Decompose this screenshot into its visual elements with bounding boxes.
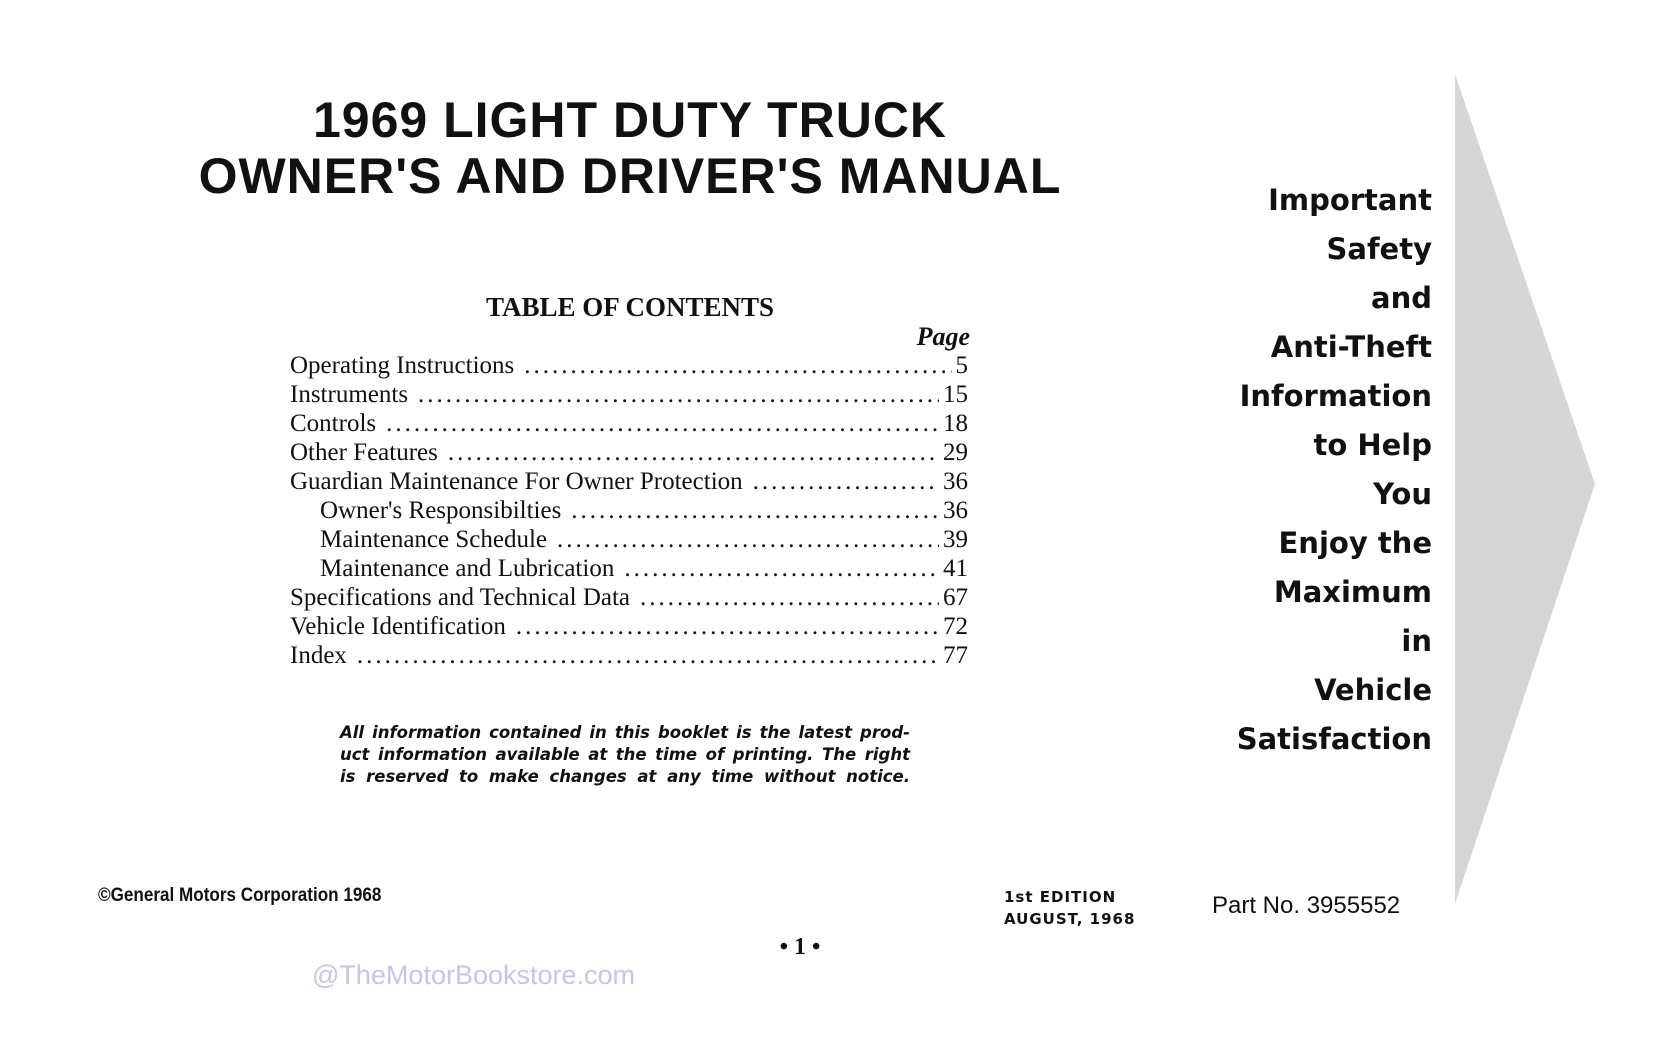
toc-entry-page: 5 (955, 352, 968, 379)
disclaimer-notice (340, 722, 910, 788)
toc-entry-owners-responsibilities (290, 497, 968, 526)
toc-dot-leader (357, 642, 939, 670)
safety-callout-line: to Help (1313, 428, 1432, 462)
safety-callout-line: Enjoy the (1278, 526, 1432, 560)
toc-entry-maintenance-lubrication (290, 555, 968, 584)
toc-dot-leader (516, 613, 939, 641)
toc-entry-page: 77 (943, 642, 968, 669)
manual-title-line-2: OWNER'S AND DRIVER'S MANUAL (198, 148, 1062, 204)
toc-entry-page: 39 (943, 526, 968, 553)
toc-entry-page: 29 (943, 439, 968, 466)
safety-callout-line: You (1373, 477, 1432, 511)
safety-callout-line: Vehicle (1314, 673, 1432, 707)
toc-dot-leader (571, 497, 939, 525)
toc-entry-specifications (290, 584, 968, 613)
edition-info (1004, 886, 1135, 930)
safety-callout-line: Safety (1326, 232, 1432, 266)
safety-callout-line: in (1401, 624, 1432, 658)
disclaimer-line-3: is reserved to make changes at any time without notice. (340, 767, 910, 786)
toc-dot-leader (448, 439, 939, 467)
toc-dot-leader (386, 410, 939, 438)
toc-entry-operating-instructions (290, 352, 968, 381)
disclaimer-line-1: All information contained in this booklet is the latest prod- (340, 723, 910, 742)
table-of-contents (290, 352, 968, 671)
toc-entry-title: Guardian Maintenance For Owner Protection (290, 468, 743, 495)
toc-entry-page: 18 (943, 410, 968, 437)
manual-title (190, 92, 1070, 204)
toc-entry-vehicle-identification (290, 613, 968, 642)
toc-entry-title: Index (290, 642, 347, 669)
toc-entry-maintenance-schedule (290, 526, 968, 555)
toc-entry-title: Operating Instructions (290, 352, 515, 379)
toc-dot-leader (753, 468, 939, 496)
toc-entry-page: 72 (943, 613, 968, 640)
toc-entry-instruments (290, 381, 968, 410)
toc-entry-title: Maintenance Schedule (320, 526, 547, 553)
toc-entry-page: 36 (943, 468, 968, 495)
toc-entry-index (290, 642, 968, 671)
toc-entry-title: Instruments (290, 381, 409, 408)
safety-callout-line: and (1371, 281, 1432, 315)
toc-entry-page: 36 (943, 497, 968, 524)
toc-dot-leader (418, 381, 939, 409)
toc-dot-leader (524, 352, 951, 380)
disclaimer-line-2: uct information available at the time of printing. The right (340, 745, 910, 764)
arrow-polygon (1455, 74, 1595, 904)
toc-dot-leader (640, 584, 939, 612)
toc-entry-guardian-maintenance (290, 468, 968, 497)
page-number: • 1 • (779, 934, 821, 960)
edition-date: AUGUST, 1968 (1004, 910, 1136, 928)
toc-entry-title: Owner's Responsibilties (320, 497, 562, 524)
toc-dot-leader (557, 526, 939, 554)
toc-entry-controls (290, 410, 968, 439)
safety-callout-line: Satisfaction (1236, 722, 1432, 756)
safety-callout-line: Information (1239, 379, 1432, 413)
safety-callout-line: Important (1268, 183, 1432, 217)
toc-entry-title: Vehicle Identification (290, 613, 506, 640)
toc-page-column-label: Page (916, 322, 970, 351)
toc-entry-title: Controls (290, 410, 377, 437)
toc-entry-page: 41 (943, 555, 968, 582)
toc-entry-page: 67 (943, 584, 968, 611)
toc-entry-title: Maintenance and Lubrication (320, 555, 615, 582)
safety-callout (1160, 176, 1432, 764)
edition-number: 1st EDITION (1004, 888, 1117, 906)
toc-dot-leader (624, 555, 939, 583)
toc-heading: TABLE OF CONTENTS (485, 292, 775, 322)
arrow-shape-icon (1455, 74, 1595, 904)
manual-title-line-1: 1969 LIGHT DUTY TRUCK (312, 92, 948, 148)
toc-entry-other-features (290, 439, 968, 468)
part-number: Part No. 3955552 (1212, 892, 1401, 919)
safety-callout-line: Maximum (1273, 575, 1432, 609)
watermark: @TheMotorBookstore.com (312, 960, 636, 990)
toc-entry-title: Other Features (290, 439, 438, 466)
copyright-notice: ©General Motors Corporation 1968 (98, 885, 382, 906)
safety-callout-line: Anti-Theft (1270, 330, 1432, 364)
toc-entry-page: 15 (943, 381, 968, 408)
toc-entry-title: Specifications and Technical Data (290, 584, 631, 611)
